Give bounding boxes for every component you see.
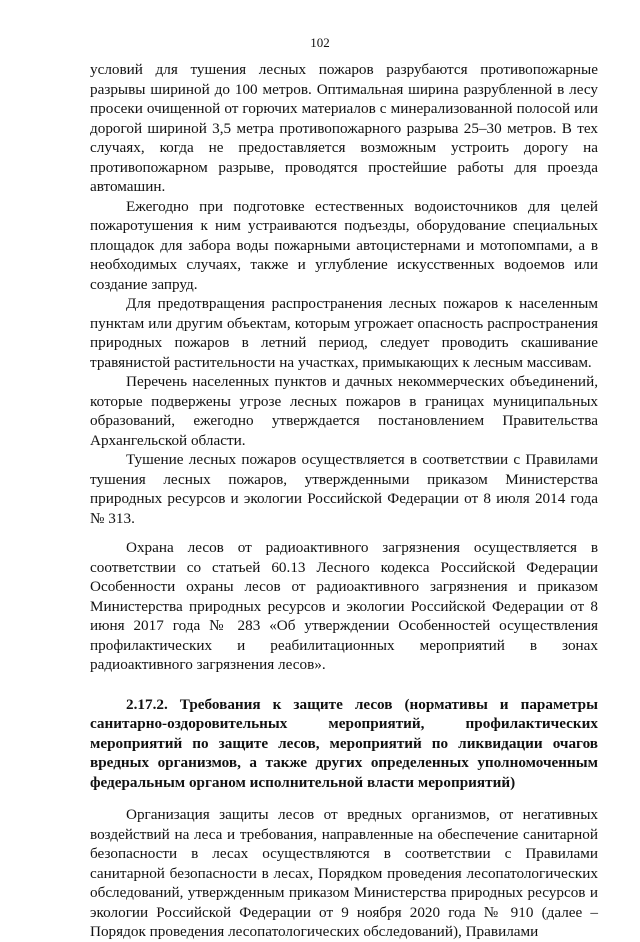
paragraph-3: Для предотвращения распространения лесных пожаров к населенным пунктам или другим объектам, которым угрожает опасность распространения природных пожаров в летний период, следует проводить скашивание травянистой растительности на участках, примыкающих к лесным массивам. [90, 295, 598, 371]
paragraph-4: Перечень населенных пунктов и дачных некоммерческих объединений, которые подвержены угрозе лесных пожаров в границах муниципальных образований, ежегодно утверждается постановлением Правительства Архангельской области. [90, 373, 598, 449]
paragraph-6: Охрана лесов от радиоактивного загрязнения осуществляется в соответствии со статьей 60.13 Лесного кодекса Российской Федерации Особенности охраны лесов от радиоактивного загрязнения и приказом Министерства природных ресурсов и экологии Российской Федерации от 8 июня 2017 года № 283 «Об утверждении Особенностей осуществления профилактических и реабилитационных мероприятий в зонах радиоактивного загрязнения лесов». [90, 539, 598, 673]
page-number: 102 [310, 35, 330, 50]
paragraph-1: условий для тушения лесных пожаров разрубаются противопожарные разрывы шириной до 100 метров. Оптимальная ширина разрубленной в лесу просеки очищенной от горючих материалов с минерализованной полосой или дорогой шириной 3,5 метра противопожарного разрыва 25–30 метров. В тех случаях, когда не предоставляется возможным устроить дорогу на противопожарном разрыве, проводятся простейшие работы для проезда автомашин. [90, 61, 598, 195]
paragraph-7: Организация защиты лесов от вредных организмов, от негативных воздействий на леса и требования, направленные на обеспечение санитарной безопасности в лесах осуществляются в соответствии с Правилами санитарной безопасности в лесах, Порядком проведения лесопатологических обследований, утвержденным приказом Министерства природных ресурсов и экологии Российской Федерации от 9 ноября 2020 года № 910 (далее – Порядок проведения лесопатологических обследований), Правилами [90, 806, 598, 940]
paragraph-2: Ежегодно при подготовке естественных водоисточников для целей пожаротушения к ним устраиваются подъезды, оборудование специальных площадок для забора воды пожарными автоцистернами и мотопомпами, а в необходимых случаях, также и углубление искусственных водоемов или создание запруд. [90, 197, 598, 293]
document-body [90, 60, 598, 942]
section-heading: 2.17.2. Требования к защите лесов (нормативы и параметры санитарно-оздоровительных мероприятий, профилактических мероприятий по защите лесов, мероприятий по ликвидации очагов вредных организмов, а также других определенных уполномоченным федеральным органом исполнительной власти мероприятий) [90, 695, 598, 791]
paragraph-5: Тушение лесных пожаров осуществляется в соответствии с Правилами тушения лесных пожаров, утвержденными приказом Министерства природных ресурсов и экологии Российской Федерации от 8 июля 2014 года № 313. [90, 451, 598, 527]
